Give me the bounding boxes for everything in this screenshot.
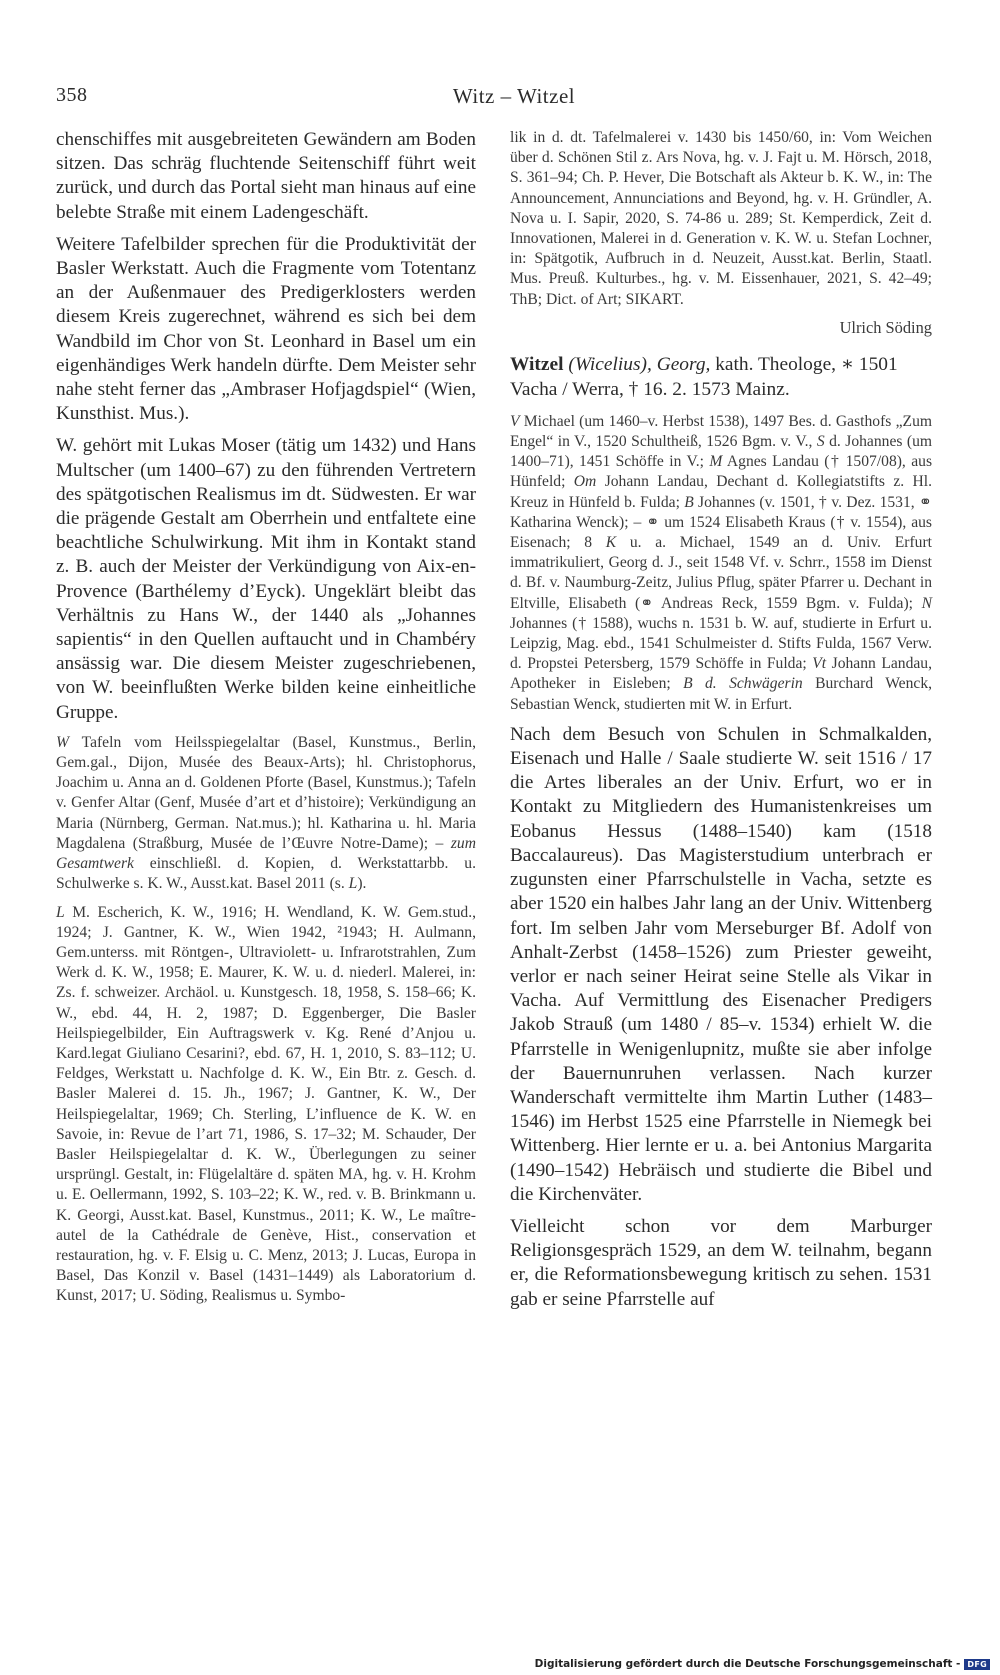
page-number: 358	[56, 84, 88, 106]
lemma-details: kath. Theologe, ∗ 1501 Vacha / Werra, † 16. 2. 1573 Mainz.	[510, 353, 898, 400]
literature-section	[56, 903, 476, 1307]
works-text-italic: zum Gesamtwerk	[56, 834, 476, 873]
genealogy-text: Johann Landau, Apotheker in Eisleben;	[510, 655, 932, 693]
article-author: Ulrich Söding	[839, 317, 932, 337]
genealogy-text: Johannes (v. 1501, † v. Dez. 1531, ⚭ Katharina Wenck); – ⚭ um 1524 Elisabeth Kraus († v. 1554), aus Eisenach; 8	[510, 493, 932, 552]
genealogy-section	[510, 412, 932, 715]
genealogy-text: u. a. Michael, 1549 an d. Univ. Erfurt immatrikuliert, Georg d. J., seit 1548 Vf. v. Schrr., 1558 im Dienst d. Bf. v. Naumburg-Zeitz, Julius Pflug, später Pfarrer u. Dechant in Eltville, Elisabeth (⚭ Andreas Reck, 1559 Bgm. v. Fulda);	[510, 534, 932, 612]
entry-lemma	[510, 352, 932, 402]
digitization-footer	[535, 1658, 990, 1670]
lemma-given-name: Georg,	[656, 353, 711, 375]
right-column	[510, 128, 932, 1320]
genealogy-label: B	[684, 493, 694, 511]
genealogy-text: Burchard Wenck, Sebastian Wenck, studierten mit W. in Erfurt.	[510, 675, 933, 713]
genealogy-label: Vt	[812, 655, 827, 673]
genealogy-text: Johannes († 1588), wuchs n. 1531 b. W. auf, studierte in Erfurt u. Leipzig, Mag. ebd., 1541 Schulmeister d. Stifts Fulda, 1567 Verw. d. Propstei Petersberg, 1579 Schöffe in Fulda;	[510, 614, 932, 673]
literature-text: M. Escherich, K. W., 1916; H. Wendland, K. W. Gem.stud., 1924; J. Gantner, K. W., Wien 1942, ²1943; H. Aulmann, Gem.unterss. mit Röntgen-, Ultraviolett- u. Infrarotstrahlen, Zum Werk d. K. W., 1958; E. Maurer, K. W. u. d. niederl. Malerei, in: Zs. f. schweizer. Archäol. u. Kunstgesch. 18, 1958, S. 158–66; K. W., ebd. 44, H. 2, 1987; D. Eggenberger, Die Basler Heilspiegelbilder, Ein Auftragswerk v. Kg. René d’Anjou u. Kard.legat Giuliano Cesarini?, ebd. 67, H. 1, 2010, S. 83–112; U. Feldges, Werkstatt u. Nachfolge d. K. W., Ein Btr. z. Gesch. d. Basler Malerei d. 15. Jh., 1967; J. Gantner, K. W., Der Heilspiegelaltar, 1969; Ch. Sterling, L’influence de K. W. en Savoie, in: Revue de l’art 71, 1986, S. 17–32; M. Schauder, Der Basler Heilspiegelaltar d. K. W., Überlegungen zu seiner ursprüngl. Gestalt, in: Flügelaltäre d. späten MA, hg. v. H. Krohm u. E. Oellermann, 1992, S. 103–22; K. W., red. v. B. Brinkmann u. K. Georgi, Ausst.kat. Basel, Kunstmus., 2011; K. W., Le maître-autel de la Cathédrale de Genève, Hist., conservation et restauration, hg. v. F. Elsig u. C. Menz, 2013; J. Lucas, Europa in Basel, Das Konzil v. Basel (1431–1449) als Laboratorium d. Kunst, 2017; U. Söding, Realismus u. Symbo-	[56, 903, 476, 1305]
paragraph: Nach dem Besuch von Schulen in Schmalkalden, Eisenach und Halle / Saale studierte W. seit 1516 / 17 die Artes liberales an der Univ. Erfurt, wo er in Kontakt zu Mitgliedern des Humanistenkreises um Eobanus Hessus (1488–1540) kam (1518 Baccalaureus). Das Magisterstudium unterbrach er zugunsten einer Pfarrschulstelle in Vacha, setzte es aber 1520 ein halbes Jahr lang an der Univ. Wittenberg fort. Im selben Jahr vom Merseburger Bf. Adolf von Anhalt-Zerbst (1458–1526) zum Priester geweiht, verlor er nach seiner Heirat seine Stelle als Vikar in Vacha. Auf Vermittlung des Eisenacher Predigers Jakob Strauß (um 1480 / 85–v. 1534) erhielt W. die Pfarrstelle in Wenigenlupnitz, mußte sie aber infolge der Bauernunruhen verlassen. Nach kurzer Wanderschaft vermittelte ihm Martin Luther (1483–1546) im Herbst 1525 eine Pfarrstelle in Niemegk bei Wittenberg. Hier lernte er u. a. bei Antonius Margarita (1490–1542) Hebräisch und studierte die Bibel und die Kirchenväter.	[510, 723, 932, 1205]
lemma-alt-name: (Wicelius),	[568, 353, 652, 375]
genealogy-label: Om	[573, 473, 597, 491]
paragraph: chenschiffes mit ausgebreiteten Gewändern am Boden sitzen. Das schräg fluchtende Seitenschiff führt weit zurück, und durch das Portal sieht man hinaus auf eine belebte Straße mit einem Ladengeschäft.	[56, 129, 476, 223]
paragraph: W. gehört mit Lukas Moser (tätig um 1432) und Hans Multscher (um 1400–67) zu den führenden Vertretern des spätgotischen Realismus im dt. Südwesten. Er war die prägende Gestalt am Oberrhein und entfaltete eine beachtliche Schulwirkung. Mit ihm in Kontakt stand z. B. auch der Meister der Verkündigung von Aix-en-Provence (Barthélemy d’Eyck). Ungeklärt bleibt das Verhältnis zu Hans W., der 1440 als „Johannes sapientis“ in den Quellen auftaucht und in Chambéry ansässig war. Die diesem Meister zugeschriebenen, von W. beeinflußten Werke bilden keine einheitliche Gruppe.	[56, 435, 476, 723]
genealogy-text: Agnes Landau († 1507/08), aus Hünfeld;	[510, 453, 933, 491]
genealogy-label: N	[921, 594, 932, 612]
section-label: L	[56, 903, 65, 921]
genealogy-text: Johann Landau, Dechant d. Kollegiatstifts z. Hl. Kreuz in Hünfeld b. Fulda;	[510, 473, 932, 511]
works-text: ).	[357, 875, 367, 893]
genealogy-text: Michael (um 1460–v. Herbst 1538), 1497 Bes. d. Gasthofs „Zum Engel“ in V., 1520 Schultheiß, 1526 Bgm. v. V.,	[510, 412, 932, 451]
section-label: W	[56, 733, 69, 751]
running-head: Witz – Witzel	[452, 84, 576, 108]
lemma-name: Witzel	[510, 353, 564, 375]
literature-continuation: lik in d. dt. Tafelmalerei v. 1430 bis 1450/60, in: Vom Weichen über d. Schönen Stil z. Ars Nova, hg. v. J. Fajt u. M. Hörsch, 2018, S. 361–94; Ch. P. Hever, Die Botschaft als Akteur b. K. W., in: The Announcement, Annunciations and Beyond, hg. v. H. Gründler, A. Nova u. I. Sapir, 2020, S. 74-86 u. 289; St. Kemperdick, Zeit d. Innovationen, Malerei in d. Generation v. K. W. u. Stefan Lochner, in: Spätgotik, Aufbruch in d. Neuzeit, Ausst.kat. Berlin, Staatl. Mus. Preuß. Kulturbes., hg. v. M. Eissenhauer, 2021, S. 42–49; ThB; Dict. of Art; SIKART.	[510, 129, 932, 308]
genealogy-label: K	[605, 534, 617, 552]
paragraph: Vielleicht schon vor dem Marburger Religionsgespräch 1529, an dem W. teilnahm, begann er, die Reformationsbewegung kritisch zu sehen. 1531 gab er seine Pfarrstelle auf	[510, 1215, 932, 1310]
genealogy-text: d. Johannes (um 1400–71), 1451 Schöffe in V.;	[510, 433, 932, 471]
works-section	[56, 733, 476, 895]
genealogy-label: M	[709, 453, 723, 471]
page-header	[56, 84, 932, 112]
genealogy-label: S	[816, 433, 825, 451]
genealogy-label: V	[510, 412, 520, 430]
works-text: einschließl. d. Kopien, d. Werkstattarbb. u. Schulwerke s. K. W., Ausst.kat. Basel 2011 (s.	[56, 855, 476, 893]
left-column	[56, 128, 476, 1315]
paragraph: Weitere Tafelbilder sprechen für die Produktivität der Basler Werkstatt. Auch die Fragmente vom Totentanz an der Außenmauer des Predigerklosters werden diesem Kreis zugerechnet, während es sich bei dem Wandbild im Chor von St. Leonhard in Basel um ein eigenhändiges Werk handeln dürfte. Dem Meister sehr nahe steht ferner das „Ambraser Hofjagdspiel“ (Wien, Kunsthist. Mus.).	[56, 233, 476, 425]
works-text: Tafeln vom Heilsspiegelaltar (Basel, Kunstmus., Berlin, Gem.gal., Dijon, Musée des Beaux-Arts); hl. Christophorus, Joachim u. Anna an d. Goldenen Pforte (Basel, Kunstmus.); Tafeln v. Genfer Altar (Genf, Musée d’art et d’histoire); Verkündigung an Maria (Nürnberg, German. Nat.mus.); hl. Katharina u. hl. Maria Magdalena (Straßburg, Musée de l’Œuvre Notre-Dame); –	[56, 733, 476, 852]
works-text-italic: L	[348, 875, 358, 893]
dfg-logo-icon: DFG	[964, 1659, 990, 1670]
genealogy-label: B d. Schwägerin	[683, 675, 803, 693]
footer-text: Digitalisierung gefördert durch die Deutsche Forschungsgemeinschaft -	[534, 1658, 961, 1670]
